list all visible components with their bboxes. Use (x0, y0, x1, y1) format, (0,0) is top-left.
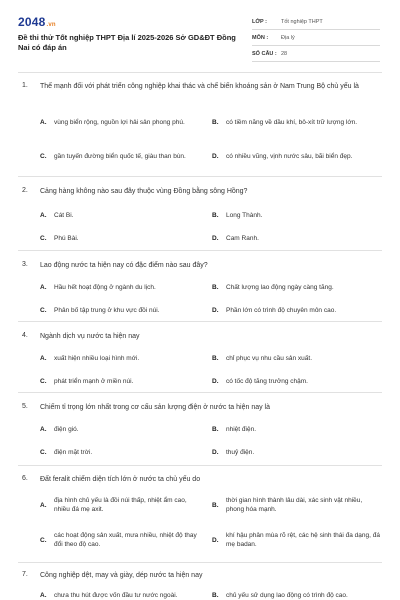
option-text: Long Thành. (226, 212, 263, 219)
divider (18, 321, 382, 322)
option-letter: D. (212, 307, 219, 314)
option-letter: A. (40, 592, 47, 599)
divider (18, 176, 382, 177)
divider (18, 250, 382, 251)
meta-key: LỚP : (252, 18, 267, 25)
option-letter: D. (212, 449, 219, 456)
option-letter: D. (212, 235, 219, 242)
option-letter: D. (212, 378, 219, 385)
page-title: Đề thi thử Tốt nghiệp THPT Địa lí 2025-2026 Sở GD&ĐT Đồng Nai có đáp án (18, 33, 236, 52)
question-number: 3. (22, 261, 28, 268)
meta-row-subject (252, 30, 380, 46)
option-c[interactable] (40, 448, 210, 457)
option-c[interactable] (40, 531, 210, 549)
option-text: Phú Bài. (54, 235, 79, 242)
option-d[interactable] (212, 531, 382, 549)
question-text: Đất feralit chiếm diện tích lớn ở nước ta chủ yếu do (40, 476, 201, 483)
option-c[interactable] (40, 377, 210, 386)
option-text: chưa thu hút được vốn đầu tư nước ngoài. (54, 592, 178, 599)
option-d[interactable] (212, 377, 382, 386)
logo-suffix: .vn (46, 22, 56, 28)
option-letter: B. (212, 284, 219, 291)
question-number: 4. (22, 332, 28, 339)
option-letter: A. (40, 355, 47, 362)
meta-key: SỐ CÂU : (252, 50, 277, 57)
option-letter: C. (40, 307, 47, 314)
option-text: điện mặt trời. (54, 449, 93, 456)
option-text: Chất lượng lao động ngày càng tăng. (226, 284, 334, 291)
option-text: nhiệt điện. (226, 426, 256, 433)
option-letter: A. (40, 212, 47, 219)
option-text: các hoạt động sản xuất, mưa nhiều, nhiệt độ thay đổi theo độ cao. (54, 532, 197, 548)
question-number: 2. (22, 187, 28, 194)
option-text: điện gió. (54, 426, 79, 433)
site-logo[interactable] (18, 15, 56, 29)
divider (18, 465, 382, 466)
option-text: Phần lớn có trình độ chuyên môn cao. (226, 307, 337, 314)
option-letter: A. (40, 501, 47, 509)
option-letter: B. (212, 501, 219, 509)
option-b[interactable] (212, 591, 382, 600)
question-text: Lao động nước ta hiện nay có đặc điểm nào sau đây? (40, 262, 208, 269)
option-text: Cát Bi. (54, 212, 74, 219)
option-text: có tốc độ tăng trưởng chậm. (226, 378, 308, 385)
option-text: Cam Ranh. (226, 235, 259, 242)
option-letter: C. (40, 449, 47, 456)
meta-row-class (252, 14, 380, 30)
option-b[interactable] (212, 211, 382, 220)
option-d[interactable] (212, 448, 382, 457)
option-b[interactable] (212, 283, 382, 292)
option-a[interactable] (40, 591, 210, 600)
option-letter: B. (212, 426, 219, 433)
option-letter: D. (212, 536, 219, 544)
meta-key: MÔN : (252, 34, 269, 41)
option-text: Phân bố tập trung ở khu vực đồi núi. (54, 307, 160, 314)
option-a[interactable] (40, 211, 210, 220)
question-number: 6. (22, 475, 28, 482)
option-letter: B. (212, 119, 219, 126)
option-a[interactable] (40, 354, 210, 363)
divider (18, 392, 382, 393)
option-text: Hầu hết hoạt động ở ngành du lịch. (54, 284, 156, 291)
divider (18, 72, 382, 73)
option-letter: D. (212, 153, 219, 160)
option-c[interactable] (40, 234, 210, 243)
option-a[interactable] (40, 283, 210, 292)
question-text: Chiếm tỉ trọng lớn nhất trong cơ cấu sản lượng điện ở nước ta hiện nay là (40, 404, 270, 411)
option-letter: A. (40, 284, 47, 291)
option-b[interactable] (212, 496, 382, 514)
option-b[interactable] (212, 118, 382, 127)
option-text: thời gian hình thành lâu dài, xác sinh vật nhiều, phong hóa mạnh. (226, 497, 363, 513)
question-text: Thế mạnh đối với phát triển công nghiệp khai thác và chế biến khoáng sản ở Nam Trung Bộ chủ yếu là (40, 83, 359, 90)
question-text: Công nghiệp dệt, may và giày, dép nước ta hiện nay (40, 572, 203, 579)
option-letter: B. (212, 212, 219, 219)
logo-text: 2048 (18, 15, 46, 29)
divider (18, 562, 382, 563)
meta-value: Tốt nghiệp THPT (281, 18, 323, 25)
option-text: xuất hiện nhiều loại hình mới. (54, 355, 140, 362)
option-text: khí hậu phân mùa rõ rệt, các hệ sinh thái đa dạng, đá mẹ badan. (226, 532, 380, 548)
question-number: 1. (22, 82, 28, 89)
option-letter: A. (40, 426, 47, 433)
option-d[interactable] (212, 234, 382, 243)
option-b[interactable] (212, 354, 382, 363)
exam-meta (252, 14, 380, 62)
option-text: chủ yếu sử dụng lao động có trình độ cao. (226, 592, 348, 599)
meta-value: Địa lý (281, 34, 295, 41)
option-c[interactable] (40, 306, 210, 315)
option-text: địa hình chủ yếu là đồi núi thấp, nhiệt ẩm cao, nhiều đá mẹ axit. (54, 497, 187, 513)
option-text: có nhiều vũng, vịnh nước sâu, bãi biển đẹp. (226, 153, 353, 160)
option-letter: C. (40, 378, 47, 385)
question-text: Ngành dịch vụ nước ta hiện nay (40, 333, 140, 340)
option-c[interactable] (40, 152, 210, 161)
option-text: gần tuyến đường biển quốc tế, giàu than bùn. (54, 153, 186, 160)
option-letter: B. (212, 355, 219, 362)
option-letter: C. (40, 153, 47, 160)
header (0, 0, 400, 64)
option-a[interactable] (40, 118, 210, 127)
meta-row-count (252, 46, 380, 62)
option-text: thuỷ điện. (226, 449, 255, 456)
option-d[interactable] (212, 152, 382, 161)
question-number: 5. (22, 403, 28, 410)
option-letter: B. (212, 592, 219, 599)
option-text: chỉ phục vụ nhu cầu sản xuất. (226, 355, 313, 362)
option-a[interactable] (40, 425, 210, 434)
option-b[interactable] (212, 425, 382, 434)
option-text: phát triển mạnh ở miền núi. (54, 378, 134, 385)
question-text: Cảng hàng không nào sau đây thuộc vùng Đồng bằng sông Hồng? (40, 188, 248, 195)
option-text: vùng biển rộng, nguồn lợi hải sản phong phú. (54, 119, 185, 126)
meta-value: 28 (281, 50, 288, 57)
option-d[interactable] (212, 306, 382, 315)
option-letter: C. (40, 235, 47, 242)
option-a[interactable] (40, 496, 210, 514)
option-letter: A. (40, 119, 47, 126)
option-text: có tiềm năng về dầu khí, bô-xít trữ lượng lớn. (226, 119, 358, 126)
option-letter: C. (40, 536, 47, 544)
question-number: 7. (22, 571, 28, 578)
